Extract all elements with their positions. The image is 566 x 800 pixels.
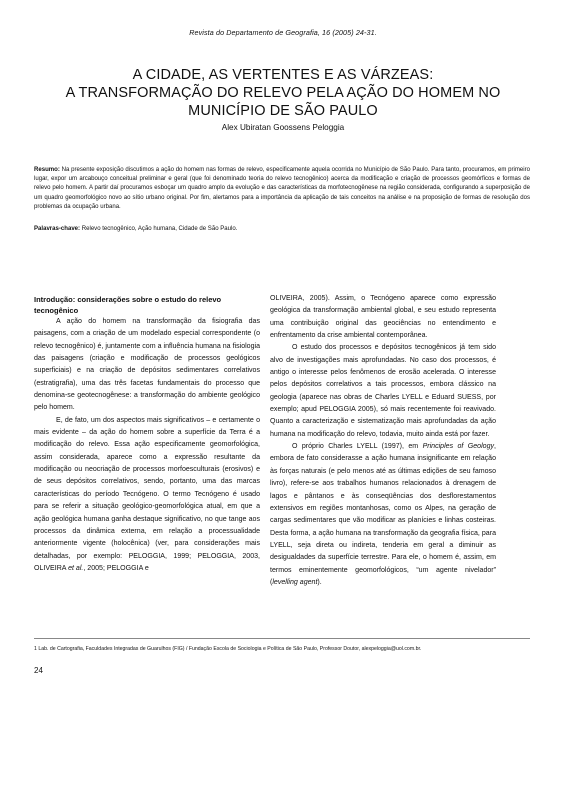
title-line-1: A CIDADE, AS VERTENTES E AS VÁRZEAS: [132, 67, 434, 83]
right-column [270, 293, 496, 589]
footnote: 1 Lab. de Cartografia, Faculdades Integradas de Guarulhos (FIG) / Fundação Escola de Sociologia e Política de São Paulo, Professor Doutor, alexpeloggia@uol.com.br. [34, 646, 422, 652]
author-name: Alex Ubiratan Goossens Peloggia [221, 123, 345, 132]
italic-text: Principles of Geology [422, 443, 495, 451]
keywords-text: Relevo tecnogênico, Ação humana, Cidade de São Paulo. [80, 226, 238, 232]
abstract-text: Na presente exposição discutimos a ação do homem nas formas de relevo, especificamente aquela ocorrida no Município de São Paulo. Para tanto, procuramos, em primeiro lugar, expor um arcabouço conceitual preliminar e geral (que foi denominado teoria do relevo tecnogênico) acerca da modificação e criação de processos geomórficos e formas de relevo pelo homem. A partir daí procuramos esboçar um quadro amplo da evolução e das características da morfotecnogênese na região considerada, configurando a superposição de um quadro geomorfológico novo ao sítio urbano original. Por fim, alertamos para a importância da aplicação de tais conceitos na análise e na proposição de formas de resolução dos problemas da ocupação urbana. [34, 167, 530, 210]
paragraph-text: , 2005; PELOGGIA e [83, 564, 149, 572]
paragraph-text: E, de fato, um dos aspectos mais significativos – e certamente o mais evidente – da ação do homem sobre a superfície da Terra é a modificação do relevo. Essa ação especificamente geomorfológica, assim considerada, aparece como a expressão resultante da modificação ou neocriação de processos morfoesculturais (erosivos) e de seus depósitos correlativos, sendo, portanto, uma das marcas características do período Tecnógeno. O termo Tecnógeno é usado para se referir a situação geológico-geomorfológica atual, em que a ação geológica humana ganha destaque significativo, no que tange aos processos da dinâmica externa, em relação a processualidade anteriormente vigente (holocênica) (ver, para considerações mais detalhadas, por exemplo: PELOGGIA, 1999; PELOGGIA, 2003, OLIVEIRA [34, 416, 260, 572]
footnote-rule [34, 638, 530, 639]
paragraph-text: O próprio Charles LYELL (1997), em [292, 443, 423, 451]
left-column [34, 294, 260, 575]
keywords [34, 226, 530, 232]
paragraph [270, 441, 496, 589]
keywords-label: Palavras-chave: [34, 226, 81, 232]
paragraph: A ação do homem na transformação da fisiografia das paisagens, com a criação de um modelado especial correspondente (o relevo tecnogênico) é, juntamente com a influência humana na fisiologia das paisagens (criação e modificação de processos geológicos superficiais) e na criação de depósitos sedimentares correlativos (estratigrafia), uma das três facetas fundamentais do processo que denomina-se geotecnogênese: a transformação do ambiente geológico pelo homem. [34, 318, 260, 412]
paragraph [34, 415, 260, 575]
italic-text: levelling agent [272, 578, 318, 586]
abstract [34, 166, 530, 212]
paragraph: OLIVEIRA, 2005). Assim, o Tecnógeno aparece como expressão geológica da transformação ambiental global, e seu estudo representa uma contribuição original das geociências no entendimento e enfrentamento da crise ambiental contemporânea. [270, 295, 496, 340]
abstract-label: Resumo: [34, 167, 60, 173]
paragraph-text: ). [317, 578, 322, 586]
article-title [40, 66, 526, 120]
paragraph: O estudo dos processos e depósitos tecnogênicos já tem sido alvo de investigações mais aprofundadas. No caso dos processos, é antigo o interesse pelos fenômenos de erosão acelerada. O interesse pelos depósitos correlativos a tais processos, embora clássico na geologia (aparece nas obras de Charles LYELL e Eduard SUESS, por exemplo; apud PELOGGIA 2005), só mais recentemente foi reavivado. Quanto a caracterização e sistematização mais aprofundadas da ação humana na modificação do relevo, todavia, muito ainda está por fazer. [270, 344, 496, 438]
title-line-2: A TRANSFORMAÇÃO DO RELEVO PELA AÇÃO DO HOMEM NO [65, 85, 501, 101]
title-line-3: MUNICÍPIO DE SÃO PAULO [188, 103, 378, 119]
italic-text: et al. [68, 564, 84, 572]
paragraph-text: , embora de fato considerasse a ação humana insignificante em relação às forças naturais (e pelo menos até as últimas edições de seu famoso livro), refere-se aos trabalhos humanos relacionados à drenagem de lagos e pântanos e às conseqüências dos desflorestamentos extensivos em regiões montanhosas, como os Alpes, na geração de cargas sedimentares que vão modificar as planícies e linhas costeiras. Desta forma, a ação humana na transformação da geografia física, para LYELL, seja direta ou indireta, tenderia em geral a diminuir as desigualdades da superfície terrestre. Para ele, o homem é, assim, em termos eminentemente geomorfológicos, “um agente nivelador” ( [270, 443, 496, 586]
journal-header: Revista do Departamento de Geografia, 16 (2005) 24-31. [189, 28, 377, 37]
page-number: 24 [34, 666, 43, 675]
section-heading: Introdução: considerações sobre o estudo do relevo tecnogênico [34, 295, 222, 315]
